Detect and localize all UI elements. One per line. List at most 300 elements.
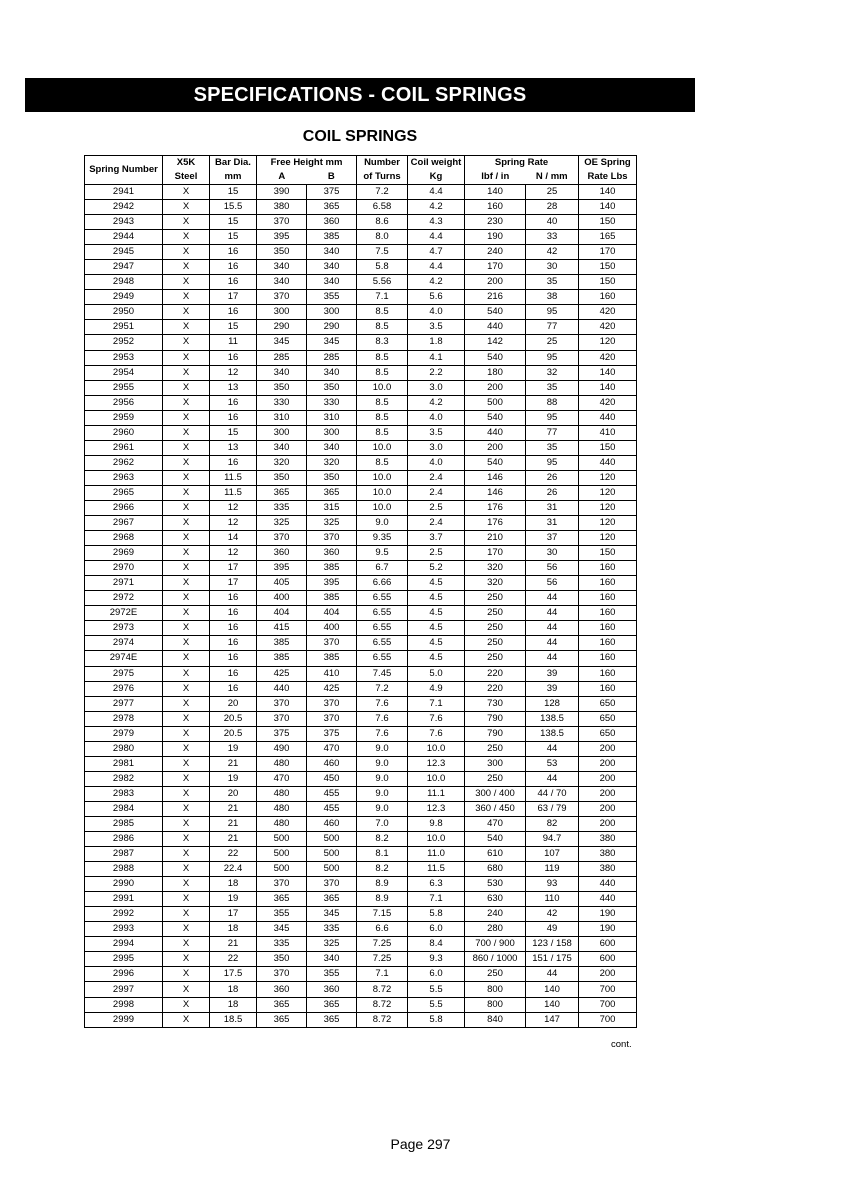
bar-dia-cell: 15 — [210, 215, 257, 230]
rate-nmm-cell: 49 — [526, 922, 579, 937]
x5k-steel-cell: X — [163, 786, 210, 801]
free-height-a-cell: 440 — [257, 681, 307, 696]
table-row — [85, 666, 637, 681]
rate-lbf-cell: 790 — [465, 726, 526, 741]
rate-lbf-cell: 680 — [465, 862, 526, 877]
rate-lbf-cell: 250 — [465, 967, 526, 982]
bar-dia-cell: 18 — [210, 922, 257, 937]
spring-number-cell: 2997 — [85, 982, 163, 997]
bar-dia-cell: 11.5 — [210, 485, 257, 500]
x5k-steel-cell: X — [163, 290, 210, 305]
x5k-steel-cell: X — [163, 832, 210, 847]
spring-number-cell: 2943 — [85, 215, 163, 230]
bar-dia-cell: 21 — [210, 756, 257, 771]
free-height-a-cell: 335 — [257, 500, 307, 515]
oe-rate-cell: 700 — [579, 1012, 637, 1027]
coil-springs-table — [84, 155, 637, 1028]
rate-lbf-cell: 250 — [465, 621, 526, 636]
rate-lbf-cell: 610 — [465, 847, 526, 862]
free-height-b-cell: 345 — [307, 335, 357, 350]
free-height-b-cell: 355 — [307, 967, 357, 982]
x5k-steel-cell: X — [163, 591, 210, 606]
free-height-b-cell: 365 — [307, 892, 357, 907]
oe-rate-cell: 420 — [579, 305, 637, 320]
turns-cell: 10.0 — [357, 440, 408, 455]
header-spring-number: Spring Number — [85, 156, 163, 185]
rate-nmm-cell: 40 — [526, 215, 579, 230]
coil-weight-cell: 4.2 — [408, 200, 465, 215]
rate-nmm-cell: 26 — [526, 470, 579, 485]
rate-lbf-cell: 300 — [465, 756, 526, 771]
header-bar-dia: Bar Dia. — [210, 156, 257, 171]
rate-lbf-cell: 240 — [465, 907, 526, 922]
rate-nmm-cell: 147 — [526, 1012, 579, 1027]
rate-nmm-cell: 31 — [526, 500, 579, 515]
x5k-steel-cell: X — [163, 500, 210, 515]
x5k-steel-cell: X — [163, 200, 210, 215]
table-row — [85, 922, 637, 937]
turns-cell: 8.0 — [357, 230, 408, 245]
table-row — [85, 591, 637, 606]
coil-weight-cell: 9.8 — [408, 816, 465, 831]
free-height-b-cell: 340 — [307, 245, 357, 260]
table-row — [85, 576, 637, 591]
table-row — [85, 681, 637, 696]
spring-number-cell: 2966 — [85, 500, 163, 515]
table-row — [85, 260, 637, 275]
turns-cell: 10.0 — [357, 485, 408, 500]
free-height-a-cell: 325 — [257, 516, 307, 531]
spring-number-cell: 2975 — [85, 666, 163, 681]
rate-nmm-cell: 95 — [526, 455, 579, 470]
x5k-steel-cell: X — [163, 726, 210, 741]
turns-cell: 8.5 — [357, 425, 408, 440]
x5k-steel-cell: X — [163, 967, 210, 982]
turns-cell: 7.6 — [357, 726, 408, 741]
bar-dia-cell: 17 — [210, 907, 257, 922]
free-height-b-cell: 450 — [307, 771, 357, 786]
table-row — [85, 561, 637, 576]
table-row — [85, 711, 637, 726]
rate-nmm-cell: 93 — [526, 877, 579, 892]
coil-weight-cell: 3.5 — [408, 425, 465, 440]
x5k-steel-cell: X — [163, 666, 210, 681]
rate-nmm-cell: 44 — [526, 606, 579, 621]
rate-nmm-cell: 110 — [526, 892, 579, 907]
oe-rate-cell: 420 — [579, 350, 637, 365]
bar-dia-cell: 12 — [210, 365, 257, 380]
turns-cell: 7.1 — [357, 290, 408, 305]
x5k-steel-cell: X — [163, 275, 210, 290]
rate-nmm-cell: 32 — [526, 365, 579, 380]
free-height-a-cell: 365 — [257, 1012, 307, 1027]
rate-lbf-cell: 320 — [465, 576, 526, 591]
free-height-a-cell: 355 — [257, 907, 307, 922]
spring-number-cell: 2974 — [85, 636, 163, 651]
rate-nmm-cell: 63 / 79 — [526, 801, 579, 816]
spring-number-cell: 2953 — [85, 350, 163, 365]
rate-lbf-cell: 170 — [465, 260, 526, 275]
coil-weight-cell: 6.0 — [408, 922, 465, 937]
table-row — [85, 425, 637, 440]
coil-weight-cell: 5.0 — [408, 666, 465, 681]
coil-weight-cell: 8.4 — [408, 937, 465, 952]
table-row — [85, 531, 637, 546]
coil-weight-cell: 4.1 — [408, 350, 465, 365]
turns-cell: 8.5 — [357, 305, 408, 320]
table-row — [85, 305, 637, 320]
free-height-b-cell: 350 — [307, 380, 357, 395]
x5k-steel-cell: X — [163, 455, 210, 470]
spring-number-cell: 2998 — [85, 997, 163, 1012]
free-height-b-cell: 320 — [307, 455, 357, 470]
x5k-steel-cell: X — [163, 801, 210, 816]
turns-cell: 9.0 — [357, 771, 408, 786]
oe-rate-cell: 150 — [579, 440, 637, 455]
coil-weight-cell: 4.0 — [408, 305, 465, 320]
free-height-b-cell: 370 — [307, 877, 357, 892]
rate-lbf-cell: 250 — [465, 606, 526, 621]
bar-dia-cell: 22 — [210, 952, 257, 967]
table-row — [85, 726, 637, 741]
rate-lbf-cell: 200 — [465, 380, 526, 395]
bar-dia-cell: 11.5 — [210, 470, 257, 485]
free-height-b-cell: 350 — [307, 470, 357, 485]
spring-number-cell: 2982 — [85, 771, 163, 786]
coil-weight-cell: 2.2 — [408, 365, 465, 380]
spring-number-cell: 2955 — [85, 380, 163, 395]
free-height-a-cell: 350 — [257, 952, 307, 967]
rate-lbf-cell: 300 / 400 — [465, 786, 526, 801]
oe-rate-cell: 200 — [579, 741, 637, 756]
x5k-steel-cell: X — [163, 741, 210, 756]
rate-lbf-cell: 540 — [465, 832, 526, 847]
table-row — [85, 786, 637, 801]
oe-rate-cell: 200 — [579, 786, 637, 801]
coil-weight-cell: 2.4 — [408, 470, 465, 485]
rate-lbf-cell: 320 — [465, 561, 526, 576]
spring-number-cell: 2972E — [85, 606, 163, 621]
rate-nmm-cell: 44 — [526, 636, 579, 651]
oe-rate-cell: 120 — [579, 531, 637, 546]
turns-cell: 7.6 — [357, 696, 408, 711]
coil-weight-cell: 4.2 — [408, 395, 465, 410]
oe-rate-cell: 160 — [579, 621, 637, 636]
x5k-steel-cell: X — [163, 576, 210, 591]
oe-rate-cell: 600 — [579, 937, 637, 952]
free-height-a-cell: 365 — [257, 485, 307, 500]
rate-nmm-cell: 42 — [526, 907, 579, 922]
table-row — [85, 546, 637, 561]
turns-cell: 7.2 — [357, 185, 408, 200]
rate-lbf-cell: 800 — [465, 982, 526, 997]
table-row — [85, 892, 637, 907]
bar-dia-cell: 15 — [210, 185, 257, 200]
turns-cell: 10.0 — [357, 470, 408, 485]
free-height-a-cell: 405 — [257, 576, 307, 591]
table-row — [85, 320, 637, 335]
turns-cell: 6.55 — [357, 606, 408, 621]
coil-weight-cell: 4.0 — [408, 410, 465, 425]
free-height-b-cell: 385 — [307, 651, 357, 666]
spring-number-cell: 2991 — [85, 892, 163, 907]
rate-nmm-cell: 44 — [526, 621, 579, 636]
turns-cell: 9.0 — [357, 756, 408, 771]
x5k-steel-cell: X — [163, 516, 210, 531]
bar-dia-cell: 22 — [210, 847, 257, 862]
free-height-a-cell: 340 — [257, 365, 307, 380]
free-height-b-cell: 460 — [307, 756, 357, 771]
table-row — [85, 275, 637, 290]
x5k-steel-cell: X — [163, 440, 210, 455]
free-height-a-cell: 480 — [257, 786, 307, 801]
coil-weight-cell: 1.8 — [408, 335, 465, 350]
free-height-b-cell: 370 — [307, 636, 357, 651]
coil-weight-cell: 6.0 — [408, 967, 465, 982]
x5k-steel-cell: X — [163, 952, 210, 967]
free-height-a-cell: 345 — [257, 922, 307, 937]
bar-dia-cell: 16 — [210, 666, 257, 681]
oe-rate-cell: 190 — [579, 907, 637, 922]
oe-rate-cell: 200 — [579, 816, 637, 831]
rate-lbf-cell: 250 — [465, 591, 526, 606]
turns-cell: 6.55 — [357, 591, 408, 606]
free-height-a-cell: 370 — [257, 967, 307, 982]
x5k-steel-cell: X — [163, 862, 210, 877]
bar-dia-cell: 21 — [210, 801, 257, 816]
free-height-a-cell: 365 — [257, 892, 307, 907]
bar-dia-cell: 19 — [210, 892, 257, 907]
bar-dia-cell: 18 — [210, 997, 257, 1012]
turns-cell: 6.55 — [357, 651, 408, 666]
turns-cell: 8.5 — [357, 455, 408, 470]
turns-cell: 7.25 — [357, 937, 408, 952]
banner-title: SPECIFICATIONS - COIL SPRINGS — [25, 78, 695, 112]
free-height-b-cell: 300 — [307, 425, 357, 440]
oe-rate-cell: 650 — [579, 696, 637, 711]
free-height-a-cell: 395 — [257, 230, 307, 245]
free-height-b-cell: 345 — [307, 907, 357, 922]
coil-weight-cell: 3.5 — [408, 320, 465, 335]
header-free-a: A — [257, 170, 307, 185]
oe-rate-cell: 160 — [579, 561, 637, 576]
free-height-b-cell: 385 — [307, 561, 357, 576]
continued-note: cont. — [611, 1039, 632, 1050]
free-height-b-cell: 404 — [307, 606, 357, 621]
rate-lbf-cell: 540 — [465, 305, 526, 320]
oe-rate-cell: 700 — [579, 982, 637, 997]
coil-weight-cell: 3.7 — [408, 531, 465, 546]
free-height-a-cell: 300 — [257, 425, 307, 440]
table-row — [85, 816, 637, 831]
coil-weight-cell: 4.9 — [408, 681, 465, 696]
table-row — [85, 215, 637, 230]
oe-rate-cell: 200 — [579, 801, 637, 816]
oe-rate-cell: 440 — [579, 410, 637, 425]
rate-nmm-cell: 37 — [526, 531, 579, 546]
coil-weight-cell: 11.1 — [408, 786, 465, 801]
turns-cell: 8.5 — [357, 395, 408, 410]
bar-dia-cell: 16 — [210, 591, 257, 606]
free-height-a-cell: 365 — [257, 997, 307, 1012]
rate-lbf-cell: 142 — [465, 335, 526, 350]
table-row — [85, 952, 637, 967]
bar-dia-cell: 16 — [210, 606, 257, 621]
coil-weight-cell: 2.5 — [408, 546, 465, 561]
rate-nmm-cell: 95 — [526, 350, 579, 365]
bar-dia-cell: 12 — [210, 516, 257, 531]
turns-cell: 7.25 — [357, 952, 408, 967]
turns-cell: 7.15 — [357, 907, 408, 922]
coil-weight-cell: 5.8 — [408, 1012, 465, 1027]
oe-rate-cell: 440 — [579, 455, 637, 470]
x5k-steel-cell: X — [163, 350, 210, 365]
bar-dia-cell: 22.4 — [210, 862, 257, 877]
coil-weight-cell: 5.2 — [408, 561, 465, 576]
free-height-b-cell: 385 — [307, 591, 357, 606]
rate-nmm-cell: 138.5 — [526, 726, 579, 741]
spring-number-cell: 2949 — [85, 290, 163, 305]
free-height-a-cell: 370 — [257, 215, 307, 230]
free-height-a-cell: 415 — [257, 621, 307, 636]
free-height-a-cell: 400 — [257, 591, 307, 606]
coil-weight-cell: 2.4 — [408, 485, 465, 500]
spring-number-cell: 2977 — [85, 696, 163, 711]
table-row — [85, 455, 637, 470]
free-height-b-cell: 365 — [307, 485, 357, 500]
turns-cell: 8.72 — [357, 997, 408, 1012]
x5k-steel-cell: X — [163, 470, 210, 485]
coil-weight-cell: 4.4 — [408, 230, 465, 245]
turns-cell: 8.72 — [357, 982, 408, 997]
turns-cell: 7.1 — [357, 967, 408, 982]
bar-dia-cell: 17 — [210, 290, 257, 305]
table-row — [85, 862, 637, 877]
free-height-b-cell: 370 — [307, 531, 357, 546]
turns-cell: 8.9 — [357, 892, 408, 907]
x5k-steel-cell: X — [163, 892, 210, 907]
x5k-steel-cell: X — [163, 756, 210, 771]
free-height-b-cell: 340 — [307, 952, 357, 967]
spring-number-cell: 2962 — [85, 455, 163, 470]
free-height-b-cell: 335 — [307, 922, 357, 937]
rate-nmm-cell: 95 — [526, 305, 579, 320]
spring-number-cell: 2961 — [85, 440, 163, 455]
rate-nmm-cell: 44 — [526, 771, 579, 786]
table-row — [85, 470, 637, 485]
rate-nmm-cell: 95 — [526, 410, 579, 425]
bar-dia-cell: 16 — [210, 410, 257, 425]
x5k-steel-cell: X — [163, 937, 210, 952]
coil-weight-cell: 11.0 — [408, 847, 465, 862]
table-row — [85, 907, 637, 922]
table-row — [85, 621, 637, 636]
spring-number-cell: 2981 — [85, 756, 163, 771]
oe-rate-cell: 380 — [579, 832, 637, 847]
x5k-steel-cell: X — [163, 546, 210, 561]
turns-cell: 8.5 — [357, 365, 408, 380]
free-height-b-cell: 325 — [307, 516, 357, 531]
oe-rate-cell: 150 — [579, 215, 637, 230]
x5k-steel-cell: X — [163, 1012, 210, 1027]
header-rate-nmm: N / mm — [526, 170, 579, 185]
spring-number-cell: 2952 — [85, 335, 163, 350]
spring-number-cell: 2980 — [85, 741, 163, 756]
turns-cell: 5.8 — [357, 260, 408, 275]
spring-number-cell: 2986 — [85, 832, 163, 847]
spring-number-cell: 2984 — [85, 801, 163, 816]
free-height-a-cell: 340 — [257, 440, 307, 455]
table-row — [85, 290, 637, 305]
oe-rate-cell: 120 — [579, 516, 637, 531]
turns-cell: 8.5 — [357, 320, 408, 335]
coil-weight-cell: 4.5 — [408, 606, 465, 621]
table-row — [85, 410, 637, 425]
oe-rate-cell: 440 — [579, 892, 637, 907]
free-height-b-cell: 285 — [307, 350, 357, 365]
free-height-a-cell: 425 — [257, 666, 307, 681]
turns-cell: 7.0 — [357, 816, 408, 831]
rate-nmm-cell: 30 — [526, 546, 579, 561]
oe-rate-cell: 140 — [579, 365, 637, 380]
oe-rate-cell: 650 — [579, 726, 637, 741]
coil-weight-cell: 4.5 — [408, 636, 465, 651]
oe-rate-cell: 650 — [579, 711, 637, 726]
coil-weight-cell: 6.3 — [408, 877, 465, 892]
rate-lbf-cell: 540 — [465, 410, 526, 425]
x5k-steel-cell: X — [163, 771, 210, 786]
bar-dia-cell: 11 — [210, 335, 257, 350]
free-height-a-cell: 490 — [257, 741, 307, 756]
header-rate-lbf: lbf / in — [465, 170, 526, 185]
rate-lbf-cell: 440 — [465, 320, 526, 335]
bar-dia-cell: 15 — [210, 320, 257, 335]
coil-weight-cell: 4.5 — [408, 621, 465, 636]
rate-nmm-cell: 151 / 175 — [526, 952, 579, 967]
header-coil-weight: Coil weight — [408, 156, 465, 171]
table-body — [85, 185, 637, 1028]
rate-nmm-cell: 25 — [526, 335, 579, 350]
coil-weight-cell: 5.5 — [408, 997, 465, 1012]
rate-lbf-cell: 800 — [465, 997, 526, 1012]
table-row — [85, 350, 637, 365]
free-height-b-cell: 365 — [307, 997, 357, 1012]
spring-number-cell: 2947 — [85, 260, 163, 275]
oe-rate-cell: 200 — [579, 756, 637, 771]
x5k-steel-cell: X — [163, 305, 210, 320]
free-height-b-cell: 455 — [307, 786, 357, 801]
table-row — [85, 245, 637, 260]
rate-nmm-cell: 94.7 — [526, 832, 579, 847]
rate-lbf-cell: 530 — [465, 877, 526, 892]
free-height-a-cell: 340 — [257, 260, 307, 275]
turns-cell: 8.3 — [357, 335, 408, 350]
coil-weight-cell: 7.6 — [408, 726, 465, 741]
spring-number-cell: 2945 — [85, 245, 163, 260]
rate-nmm-cell: 56 — [526, 561, 579, 576]
free-height-a-cell: 500 — [257, 832, 307, 847]
spring-number-cell: 2954 — [85, 365, 163, 380]
oe-rate-cell: 200 — [579, 771, 637, 786]
free-height-a-cell: 370 — [257, 711, 307, 726]
x5k-steel-cell: X — [163, 395, 210, 410]
table-row — [85, 516, 637, 531]
bar-dia-cell: 16 — [210, 621, 257, 636]
rate-nmm-cell: 140 — [526, 982, 579, 997]
rate-nmm-cell: 138.5 — [526, 711, 579, 726]
rate-nmm-cell: 44 — [526, 741, 579, 756]
bar-dia-cell: 17.5 — [210, 967, 257, 982]
